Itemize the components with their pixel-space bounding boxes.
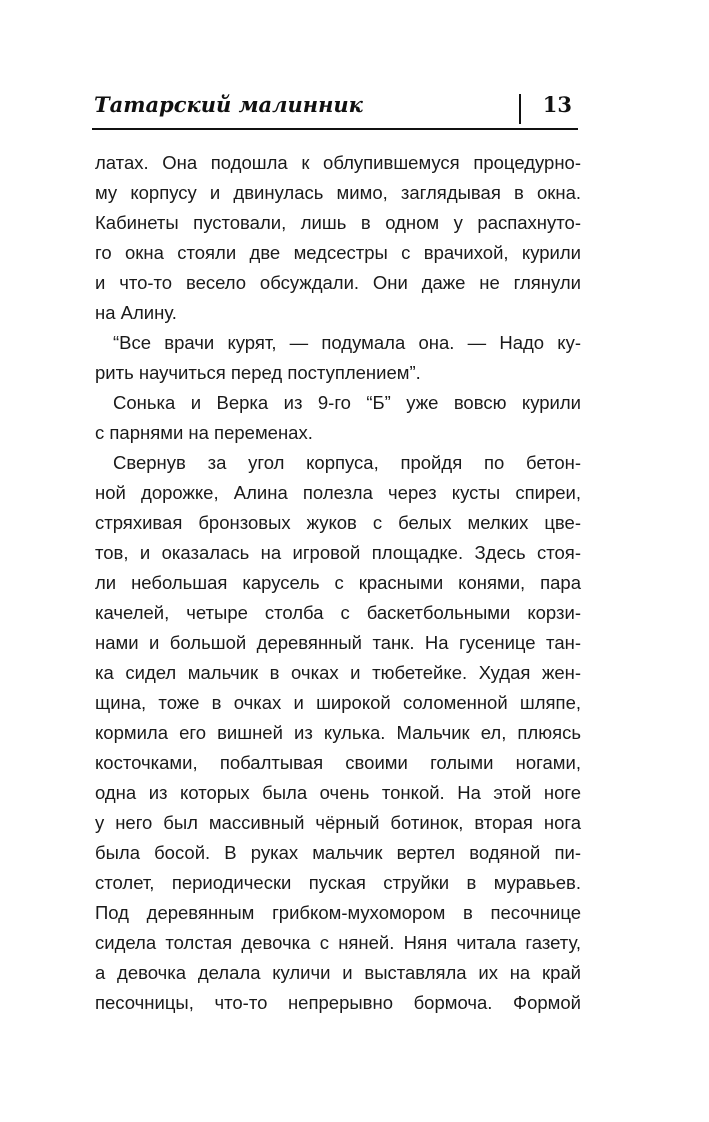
header-divider — [519, 94, 521, 124]
text-line: Сонька и Верка из 9-го “Б” уже вовсю курили — [113, 392, 581, 413]
running-head — [92, 90, 578, 130]
text-line: и что-то весело обсуждали. Они даже не глянули — [95, 272, 581, 293]
text-line: “Все врачи курят, — подумала она. — Надо ку- — [113, 332, 581, 353]
text-line: нами и большой деревянный танк. На гусенице тан- — [95, 632, 581, 653]
text-line: Свернув за угол корпуса, пройдя по бетон- — [113, 452, 581, 473]
text-line: одна из которых была очень тонкой. На этой ноге — [95, 782, 581, 803]
text-line: Под деревянным грибком-мухомором в песочнице — [95, 902, 581, 923]
text-line: качелей, четыре столба с баскетбольными корзи- — [95, 602, 581, 623]
text-line: а девочка делала куличи и выставляла их на край — [95, 962, 581, 983]
text-line: Кабинеты пустовали, лишь в одном у распахнуто- — [95, 212, 581, 233]
text-line: рить научиться перед поступлением”. — [95, 362, 421, 383]
page-number: 13 — [542, 92, 572, 117]
text-line: на Алину. — [95, 302, 177, 323]
text-line: го окна стояли две медсестры с врачихой, курили — [95, 242, 581, 263]
text-line: ной дорожке, Алина полезла через кусты спиреи, — [95, 482, 581, 503]
text-line: латах. Она подошла к облупившемуся процедурно- — [95, 152, 581, 173]
text-line: стряхивая бронзовых жуков с белых мелких цве- — [95, 512, 581, 533]
text-line: кормила его вишней из кулька. Мальчик ел, плюясь — [95, 722, 581, 743]
text-line: с парнями на переменах. — [95, 422, 313, 443]
text-line: му корпусу и двинулась мимо, заглядывая в окна. — [95, 182, 581, 203]
text-line: тов, и оказалась на игровой площадке. Здесь стоя- — [95, 542, 581, 563]
text-line: ли небольшая карусель с красными конями, пара — [95, 572, 581, 593]
text-line: была босой. В руках мальчик вертел водяной пи- — [95, 842, 581, 863]
text-line: у него был массивный чёрный ботинок, вторая нога — [95, 812, 581, 833]
text-line: щина, тоже в очках и широкой соломенной шляпе, — [95, 692, 581, 713]
text-line: столет, периодически пуская струйки в муравьев. — [95, 872, 581, 893]
book-title: Татарский малинник — [94, 92, 363, 117]
text-line: песочницы, что-то непрерывно бормоча. Формой — [95, 992, 581, 1013]
text-line: косточками, побалтывая своими голыми ногами, — [95, 752, 581, 773]
text-line: сидела толстая девочка с няней. Няня читала газету, — [95, 932, 581, 953]
text-line: ка сидел мальчик в очках и тюбетейке. Худая жен- — [95, 662, 581, 683]
